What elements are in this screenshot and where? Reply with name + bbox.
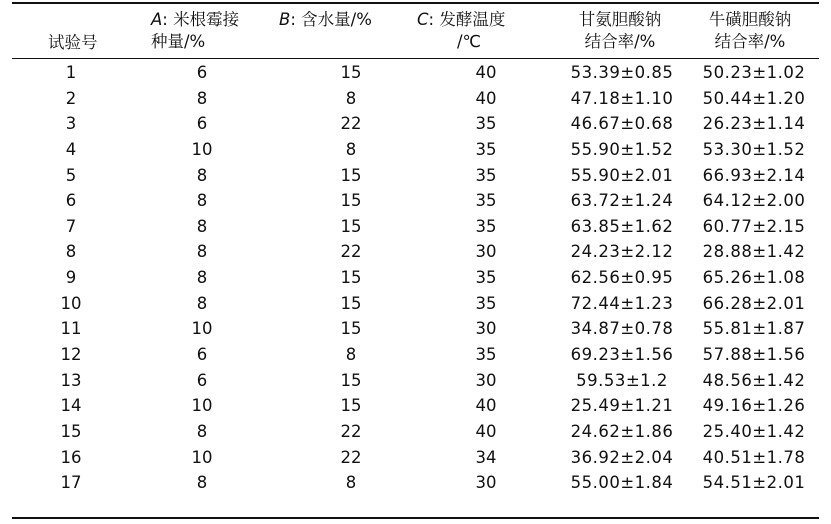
cell-glycocholate: 55.00±1.84 [570, 473, 674, 493]
cell-glycocholate: 69.23±1.56 [570, 345, 674, 365]
header-factor-a: A: 米根霉接 种量/% [151, 10, 240, 51]
cell-trial-number: 11 [60, 319, 82, 339]
cell-factor-b: 15 [340, 370, 362, 390]
table-row [12, 60, 819, 86]
cell-trial-number: 2 [65, 88, 77, 108]
cell-factor-a: 6 [196, 345, 208, 365]
table-top-rule [12, 2, 819, 4]
table-body [12, 60, 819, 496]
cell-taurocholate: 55.81±1.87 [702, 319, 806, 339]
cell-factor-c: 30 [475, 473, 497, 493]
cell-taurocholate: 25.40±1.42 [702, 421, 806, 441]
cell-trial-number: 6 [65, 191, 77, 211]
table-row [12, 163, 819, 189]
table-row [12, 316, 819, 342]
table-row [12, 368, 819, 394]
header-factor-b: B: 含水量/% [279, 10, 372, 29]
factor-a-letter: A [151, 10, 163, 29]
cell-taurocholate: 26.23±1.14 [702, 114, 806, 134]
table-row [12, 188, 819, 214]
cell-glycocholate: 25.49±1.21 [570, 396, 674, 416]
cell-taurocholate: 50.23±1.02 [702, 63, 806, 82]
cell-factor-c: 30 [475, 319, 497, 339]
cell-trial-number: 1 [65, 63, 77, 82]
cell-factor-b: 15 [340, 63, 362, 82]
table-row [12, 393, 819, 419]
table-row [12, 137, 819, 163]
cell-taurocholate: 66.28±2.01 [702, 293, 806, 313]
cell-factor-c: 34 [475, 447, 497, 467]
cell-factor-b: 15 [340, 319, 362, 339]
cell-glycocholate: 62.56±0.95 [570, 268, 674, 288]
cell-glycocholate: 46.67±0.68 [570, 114, 674, 134]
cell-factor-b: 8 [345, 345, 357, 365]
cell-glycocholate: 63.85±1.62 [570, 216, 674, 236]
cell-glycocholate: 24.62±1.86 [570, 421, 674, 441]
cell-trial-number: 7 [65, 216, 77, 236]
cell-trial-number: 10 [60, 293, 82, 313]
cell-trial-number: 3 [65, 114, 77, 134]
cell-factor-b: 8 [345, 473, 357, 493]
cell-glycocholate: 59.53±1.2 [576, 370, 668, 390]
cell-factor-a: 8 [196, 216, 208, 236]
cell-factor-a: 10 [191, 139, 213, 159]
cell-factor-c: 35 [475, 345, 497, 365]
cell-taurocholate: 57.88±1.56 [702, 345, 806, 365]
cell-factor-a: 6 [196, 63, 208, 82]
cell-taurocholate: 54.51±2.01 [702, 473, 806, 493]
cell-taurocholate: 66.93±2.14 [702, 165, 806, 185]
cell-factor-b: 22 [340, 242, 362, 262]
cell-trial-number: 5 [65, 165, 77, 185]
table-row [12, 419, 819, 445]
cell-trial-number: 8 [65, 242, 77, 262]
table-header-rule [12, 58, 819, 59]
cell-factor-b: 15 [340, 396, 362, 416]
cell-factor-c: 40 [475, 421, 497, 441]
cell-trial-number: 9 [65, 268, 77, 288]
cell-factor-b: 8 [345, 88, 357, 108]
cell-factor-c: 40 [475, 63, 497, 82]
cell-glycocholate: 55.90±2.01 [570, 165, 674, 185]
cell-factor-a: 10 [191, 396, 213, 416]
cell-glycocholate: 34.87±0.78 [570, 319, 674, 339]
cell-taurocholate: 49.16±1.26 [702, 396, 806, 416]
table-row [12, 291, 819, 317]
cell-factor-b: 22 [340, 447, 362, 467]
cell-taurocholate: 28.88±1.42 [702, 242, 806, 262]
header-taurocholate-binding: 牛磺胆酸钠 结合率/% [708, 10, 792, 51]
cell-factor-c: 35 [475, 114, 497, 134]
cell-taurocholate: 65.26±1.08 [702, 268, 806, 288]
cell-factor-b: 22 [340, 421, 362, 441]
cell-glycocholate: 24.23±2.12 [570, 242, 674, 262]
table-row [12, 239, 819, 265]
header-glycocholate-binding: 甘氨胆酸钠 结合率/% [578, 10, 662, 51]
cell-factor-a: 8 [196, 191, 208, 211]
table-row [12, 111, 819, 137]
cell-factor-b: 15 [340, 216, 362, 236]
cell-factor-a: 10 [191, 447, 213, 467]
table-row [12, 445, 819, 471]
cell-glycocholate: 36.92±2.04 [570, 447, 674, 467]
cell-factor-a: 8 [196, 242, 208, 262]
table-row [12, 86, 819, 112]
cell-factor-a: 8 [196, 473, 208, 493]
cell-trial-number: 4 [65, 139, 77, 159]
cell-factor-a: 6 [196, 114, 208, 134]
cell-glycocholate: 63.72±1.24 [570, 191, 674, 211]
cell-taurocholate: 53.30±1.52 [702, 139, 806, 159]
cell-factor-a: 8 [196, 165, 208, 185]
cell-factor-b: 8 [345, 139, 357, 159]
cell-taurocholate: 50.44±1.20 [702, 88, 806, 108]
cell-factor-c: 40 [475, 396, 497, 416]
table-row [12, 470, 819, 496]
cell-trial-number: 15 [60, 421, 82, 441]
cell-glycocholate: 55.90±1.52 [570, 139, 674, 159]
cell-factor-c: 30 [475, 242, 497, 262]
cell-factor-c: 40 [475, 88, 497, 108]
cell-factor-c: 35 [475, 165, 497, 185]
cell-factor-a: 8 [196, 421, 208, 441]
factor-b-letter: B [279, 10, 291, 29]
cell-factor-c: 35 [475, 268, 497, 288]
table-row [12, 265, 819, 291]
cell-trial-number: 12 [60, 345, 82, 365]
cell-factor-c: 30 [475, 370, 497, 390]
cell-glycocholate: 72.44±1.23 [570, 293, 674, 313]
cell-glycocholate: 53.39±0.85 [570, 63, 674, 82]
cell-factor-c: 35 [475, 139, 497, 159]
cell-factor-a: 8 [196, 268, 208, 288]
cell-factor-c: 35 [475, 216, 497, 236]
table-row [12, 214, 819, 240]
header-trial-number: 试验号 [48, 33, 98, 52]
cell-factor-c: 35 [475, 191, 497, 211]
cell-taurocholate: 40.51±1.78 [702, 447, 806, 467]
cell-trial-number: 13 [60, 370, 82, 390]
cell-factor-a: 8 [196, 88, 208, 108]
cell-trial-number: 16 [60, 447, 82, 467]
cell-factor-b: 15 [340, 165, 362, 185]
cell-factor-a: 6 [196, 370, 208, 390]
cell-factor-b: 15 [340, 293, 362, 313]
cell-factor-c: 35 [475, 293, 497, 313]
factor-c-letter: C [417, 10, 429, 29]
cell-taurocholate: 48.56±1.42 [702, 370, 806, 390]
cell-factor-b: 15 [340, 268, 362, 288]
cell-trial-number: 17 [60, 473, 82, 493]
cell-factor-a: 8 [196, 293, 208, 313]
cell-glycocholate: 47.18±1.10 [570, 88, 674, 108]
cell-factor-b: 15 [340, 191, 362, 211]
cell-trial-number: 14 [60, 396, 82, 416]
cell-taurocholate: 64.12±2.00 [702, 191, 806, 211]
cell-factor-a: 10 [191, 319, 213, 339]
table-row [12, 342, 819, 368]
cell-taurocholate: 60.77±2.15 [702, 216, 806, 236]
table-bottom-rule [12, 517, 819, 519]
header-factor-c: C: 发酵温度 /℃ [417, 10, 506, 51]
cell-factor-b: 22 [340, 114, 362, 134]
